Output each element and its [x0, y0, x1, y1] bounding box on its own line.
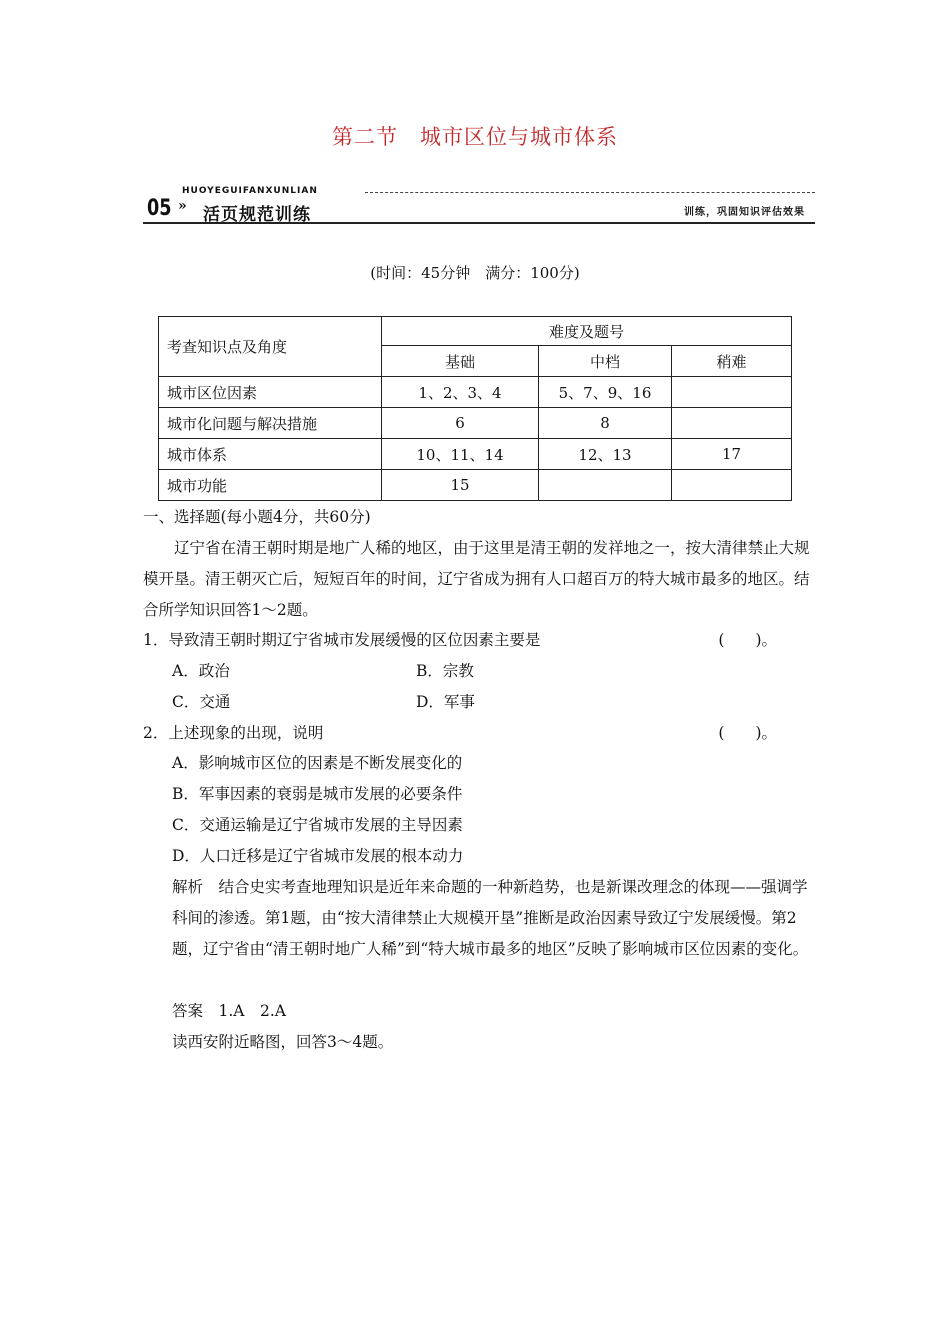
question-2	[143, 718, 815, 749]
banner-dotted-rule	[365, 192, 815, 193]
table-topic: 城市体系	[159, 439, 382, 470]
table-cell: 12、13	[539, 439, 672, 470]
answer-blank: ( )。	[718, 631, 777, 649]
option-c: C．交通	[172, 693, 231, 711]
table-cell: 10、11、14	[382, 439, 539, 470]
level-hard: 稍难	[672, 346, 792, 377]
knowledge-matrix-table	[158, 316, 792, 501]
analysis-paragraph: 解析 结合史实考查地理知识是近年来命题的一种新趋势，也是新课改理念的体现——强调学科间的渗透。第1题，由“按大清律禁止大规模开垦”推断是政治因素导致辽宁发展缓慢。第2题，辽宁省由“清王朝时地广人稀”到“特大城市最多的地区”反映了影响城市区位因素的变化。	[172, 878, 809, 958]
page-title: 第二节 城市区位与城市体系	[332, 125, 618, 149]
table-row	[159, 470, 792, 501]
table-cell: 5、7、9、16	[539, 377, 672, 408]
level-medium: 中档	[539, 346, 672, 377]
option-a: A．政治	[172, 662, 230, 680]
option-a: A．影响城市区位的因素是不断发展变化的	[172, 754, 463, 772]
table-row	[159, 439, 792, 470]
option-d: D．军事	[416, 693, 475, 711]
q1-options-row-2	[172, 687, 812, 718]
table-row	[159, 408, 792, 439]
answer-line: 答案 1.A 2.A	[172, 1002, 286, 1020]
table-cell	[672, 470, 792, 501]
banner-pinyin: HUOYEGUIFANXUNLIAN	[182, 186, 318, 196]
section-banner	[143, 186, 815, 226]
chevron-icon: »	[178, 198, 187, 214]
option-d: D．人口迁移是辽宁省城市发展的根本动力	[172, 847, 464, 865]
table-group-header: 难度及题号	[382, 317, 792, 346]
table-cell	[672, 377, 792, 408]
question-1	[143, 625, 815, 656]
table-row	[159, 377, 792, 408]
answer-blank: ( )。	[718, 724, 777, 742]
option-c: C．交通运输是辽宁省城市发展的主导因素	[172, 816, 463, 834]
q1-options-row-1	[172, 656, 812, 687]
question-stem: 2．上述现象的出现，说明	[143, 724, 324, 742]
table-corner: 考查知识点及角度	[159, 317, 382, 377]
time-score-info: (时间：45分钟 满分：100分)	[370, 264, 580, 282]
table-cell: 15	[382, 470, 539, 501]
intro-paragraph: 辽宁省在清王朝时期是地广人稀的地区，由于这里是清王朝的发祥地之一，按大清律禁止大规模开垦。清王朝灭亡后，短短百年的时间，辽宁省成为拥有人口超百万的特大城市最多的地区。结合所学知识回答1～2题。	[143, 539, 810, 619]
banner-underline	[143, 222, 815, 224]
option-b: B．宗教	[416, 662, 474, 680]
table-cell: 17	[672, 439, 792, 470]
level-basic: 基础	[382, 346, 539, 377]
table-topic: 城市功能	[159, 470, 382, 501]
table-cell: 8	[539, 408, 672, 439]
table-cell: 6	[382, 408, 539, 439]
banner-number: 05	[147, 196, 172, 221]
option-b: B．军事因素的衰弱是城市发展的必要条件	[172, 785, 463, 803]
banner-title: 活页规范训练	[203, 205, 311, 225]
next-prompt: 读西安附近略图，回答3～4题。	[172, 1033, 394, 1051]
table-topic: 城市化问题与解决措施	[159, 408, 382, 439]
table-cell: 1、2、3、4	[382, 377, 539, 408]
table-header-row	[159, 317, 792, 346]
question-stem: 1．导致清王朝时期辽宁省城市发展缓慢的区位因素主要是	[143, 631, 541, 649]
table-cell	[539, 470, 672, 501]
banner-tagline: 训练，巩固知识评估效果	[684, 207, 805, 218]
table-topic: 城市区位因素	[159, 377, 382, 408]
table-cell	[672, 408, 792, 439]
section-heading: 一、选择题(每小题4分，共60分)	[143, 508, 371, 526]
